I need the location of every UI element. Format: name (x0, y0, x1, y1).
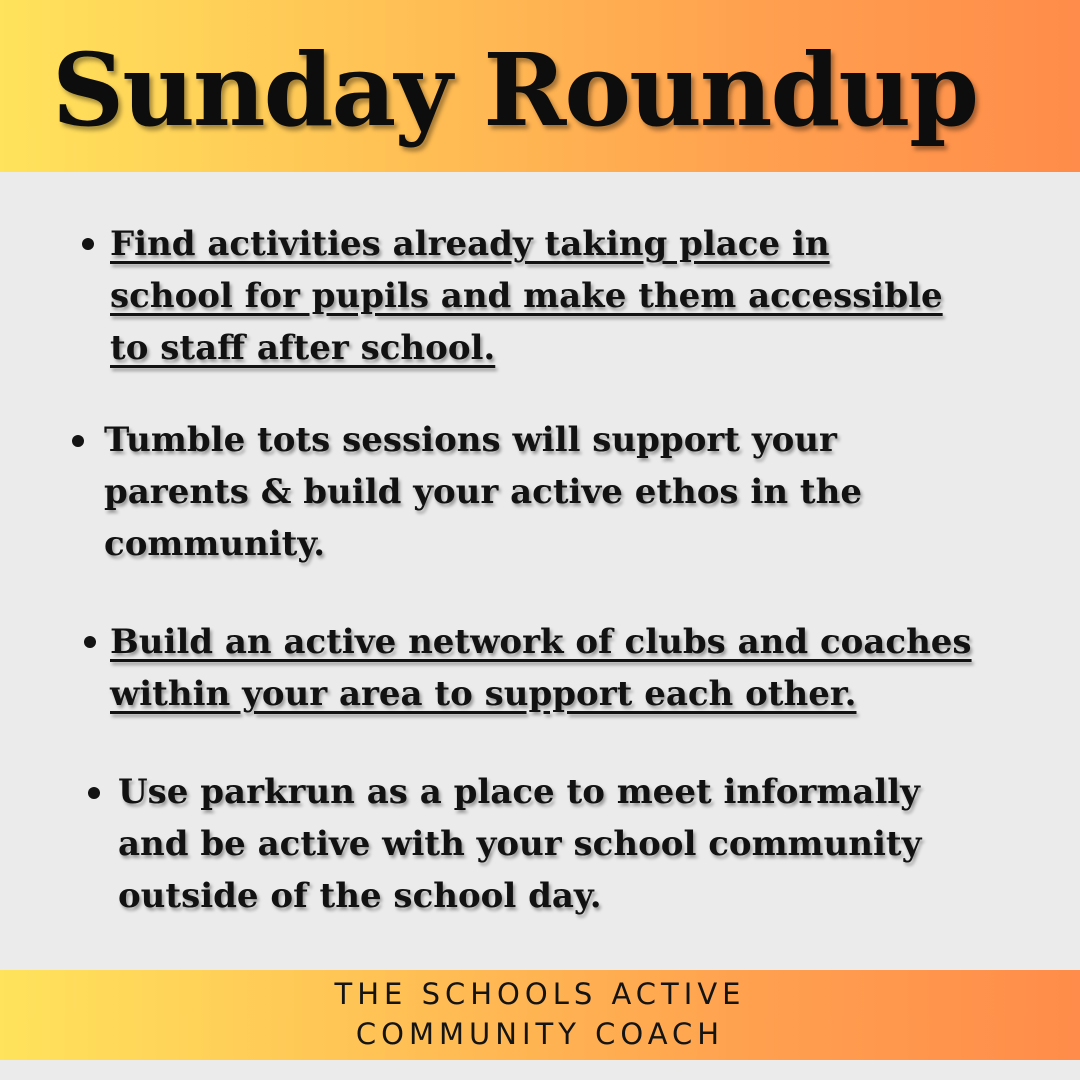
bullet-4-line-3: outside of the school day. (118, 876, 602, 916)
bullet-item-3 (110, 616, 1075, 720)
bullet-dot-4 (88, 787, 100, 799)
footer-brand (0, 974, 1080, 1054)
bullet-3-line-2: within your area to support each other. (110, 674, 857, 714)
bullet-dot-3 (84, 636, 96, 648)
header-banner (0, 0, 1080, 172)
bullet-2-line-3: community. (104, 524, 326, 564)
bullet-2-line-2: parents & build your active ethos in the (104, 472, 862, 512)
bullet-4-line-2: and be active with your school community (118, 824, 922, 864)
bullet-dot-2 (72, 435, 84, 447)
bullet-item-2 (104, 414, 1064, 570)
bullet-3-line-1: Build an active network of clubs and coaches (110, 622, 972, 662)
bullet-1-line-1: Find activities already taking place in (110, 224, 830, 264)
bottom-strip (0, 1060, 1080, 1080)
bullet-4-line-1: Use parkrun as a place to meet informally (118, 772, 920, 812)
bullet-item-1 (110, 218, 1070, 374)
footer-line-2: COMMUNITY COACH (355, 1017, 725, 1051)
bullet-item-4 (118, 766, 1073, 922)
bullet-2-line-1: Tumble tots sessions will support your (104, 420, 837, 460)
bullet-1-line-2: school for pupils and make them accessible (110, 276, 943, 316)
footer-line-1: THE SCHOOLS ACTIVE (334, 977, 746, 1011)
bullet-dot-1 (82, 238, 94, 250)
page-title: Sunday Roundup (52, 31, 978, 149)
bullet-1-line-3: to staff after school. (110, 328, 496, 368)
footer-banner (0, 970, 1080, 1060)
